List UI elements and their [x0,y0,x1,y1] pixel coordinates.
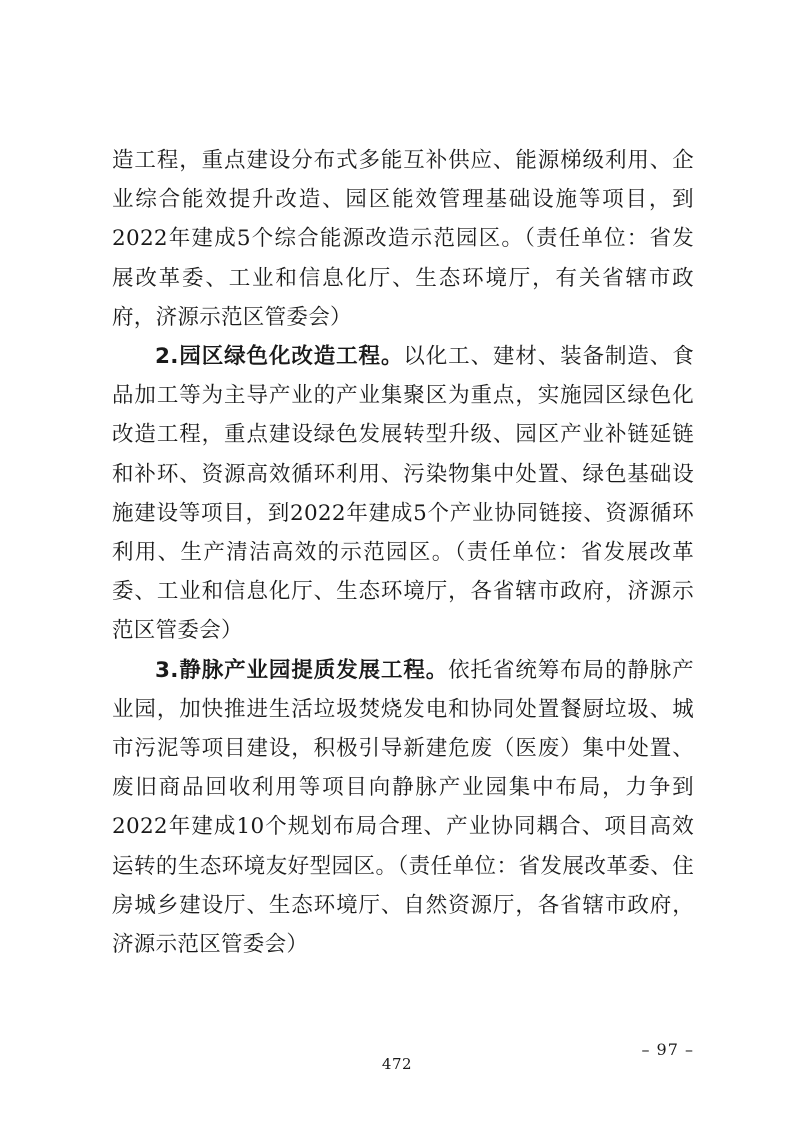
section-3-heading: 3.静脉产业园提质发展工程。 [155,657,449,683]
section-2-paragraph [112,337,694,651]
section-3-paragraph [112,651,694,965]
section-3-text: 依托省统筹布局的静脉产业园，加快推进生活垃圾焚烧发电和协同处置餐厨垃圾、城市污泥等项目建设，积极引导新建危废（医废）集中处置、废旧商品回收利用等项目向静脉产业园集中布局，力争到2022年建成10个规划布局合理、产业协同耦合、项目高效运转的生态环境友好型园区。（责任单位：省发展改革委、住房城乡建设厅、生态环境厅、自然资源厅，各省辖市政府，济源示范区管委会） [112,657,694,958]
sequence-number: 472 [381,1055,413,1073]
document-body [112,141,694,964]
section-2-heading: 2.园区绿色化改造工程。 [155,344,404,370]
section-2-text: 以化工、建材、装备制造、食品加工等为主导产业的产业集聚区为重点，实施园区绿色化改造工程，重点建设绿色发展转型升级、园区产业补链延链和补环、资源高效循环利用、污染物集中处置、绿色基础设施建设等项目，到2022年建成5个产业协同链接、资源循环利用、生产清洁高效的示范园区。（责任单位：省发展改革委、工业和信息化厅、生态环境厅，各省辖市政府，济源示范区管委会） [112,344,694,644]
continuation-paragraph: 造工程，重点建设分布式多能互补供应、能源梯级利用、企业综合能效提升改造、园区能效管理基础设施等项目，到2022年建成5个综合能源改造示范园区。（责任单位：省发展改革委、工业和信息化厅、生态环境厅，有关省辖市政府，济源示范区管委会） [112,148,694,330]
page-number: – 97 – [641,1040,694,1059]
